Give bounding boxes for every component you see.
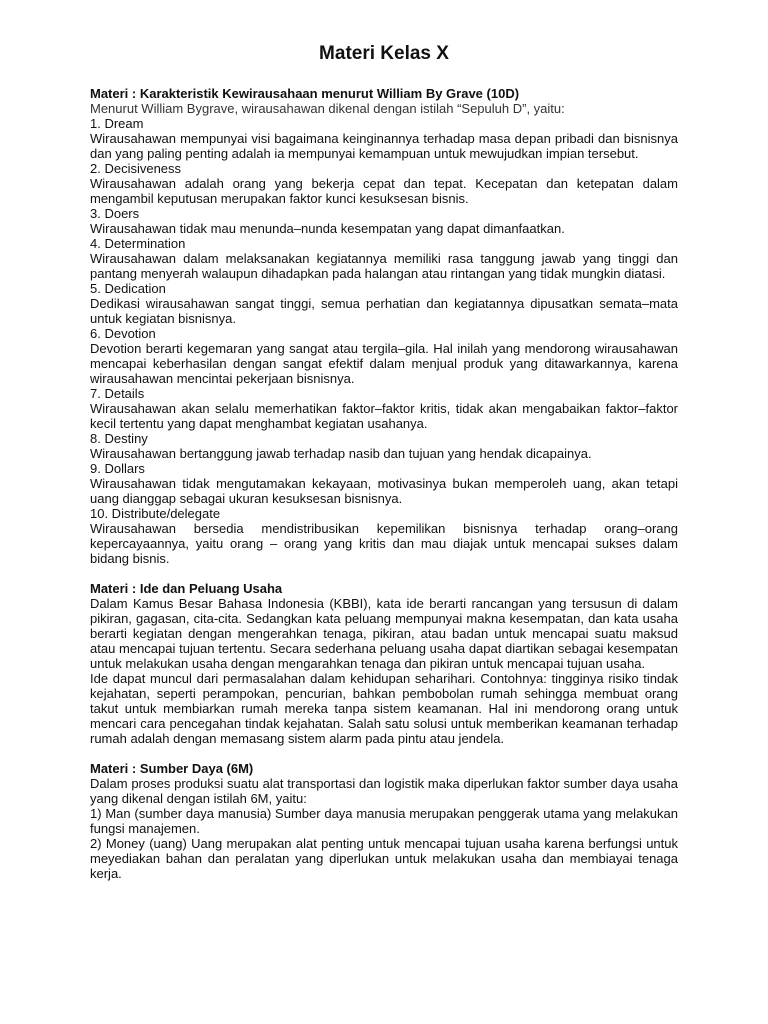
item-text: Dedikasi wirausahawan sangat tinggi, semua perhatian dan kegiatannya dipusatkan semata–mata untuk kegiatan bisnisnya.: [90, 296, 678, 326]
item-heading: 4. Determination: [90, 236, 186, 251]
item-text: Wirausahawan tidak mengutamakan kekayaan, motivasinya bukan memperoleh uang, akan tetapi uang dianggap sebagai ukuran kesuksesan bisnisnya.: [90, 476, 678, 506]
item-heading: 7. Details: [90, 386, 145, 401]
paragraph: 1) Man (sumber daya manusia) Sumber daya manusia merupakan penggerak utama yang melakukan fungsi manajemen.: [90, 806, 678, 836]
paragraph: Ide dapat muncul dari permasalahan dalam kehidupan seharihari. Contohnya: tingginya risiko tindak kejahatan, seperti perampokan, pencurian, bahkan pembobolan rumah sehingga membuat orang takut untuk membiarkan rumah mereka tanpa sistem keamanan. Hal ini mendorong orang untuk mencari cara pencegahan tindak kejahatan. Salah satu solusi untuk memberikan keamanan terhadap rumah adalah dengan memasang sistem alarm pada pintu atau jendela.: [90, 671, 678, 746]
item-text: Wirausahawan bertanggung jawab terhadap nasib dan tujuan yang hendak dicapainya.: [90, 446, 592, 461]
item-text: Wirausahawan adalah orang yang bekerja cepat dan tepat. Kecepatan dan ketepatan dalam mengambil keputusan merupakan faktor kunci kesuksesan bisnis.: [90, 176, 678, 206]
section-title: Materi : Karakteristik Kewirausahaan menurut William By Grave (10D): [90, 86, 520, 101]
item-text: Wirausahawan mempunyai visi bagaimana keinginannya terhadap masa depan pribadi dan bisnisnya dan yang paling penting adalah ia mempunyai kemampuan untuk mewujudkan impian tersebut.: [90, 131, 678, 161]
item-heading: 3. Doers: [90, 206, 140, 221]
section-sumber-daya: [90, 761, 678, 881]
section-intro: Menurut William Bygrave, wirausahawan dikenal dengan istilah “Sepuluh D”, yaitu:: [90, 101, 565, 116]
paragraph: Dalam Kamus Besar Bahasa Indonesia (KBBI), kata ide berarti rancangan yang tersusun di dalam pikiran, gagasan, cita-cita. Sedangkan kata peluang mempunyai makna kesempatan, dan kata usaha berarti kegiatan dengan mengerahkan tenaga, pikiran, atau badan untuk mencapai suatu maksud atau mencapai tujuan tertentu. Secara sederhana peluang usaha dapat diartikan sebagai kesempatan untuk melakukan usaha dengan mengarahkan tenaga dan pikiran untuk mencapai tujuan usaha.: [90, 596, 678, 671]
section-ide-peluang: [90, 581, 678, 746]
item-text: Wirausahawan tidak mau menunda–nunda kesempatan yang dapat dimanfaatkan.: [90, 221, 565, 236]
section-title: Materi : Ide dan Peluang Usaha: [90, 581, 283, 596]
paragraph: 2) Money (uang) Uang merupakan alat penting untuk mencapai tujuan usaha karena berfungsi untuk meyediakan bahan dan peralatan yang diperlukan untuk melakukan usaha dan membiayai tenaga kerja.: [90, 836, 678, 881]
section-title: Materi : Sumber Daya (6M): [90, 761, 254, 776]
item-heading: 2. Decisiveness: [90, 161, 182, 176]
item-heading: 5. Dedication: [90, 281, 166, 296]
item-text: Devotion berarti kegemaran yang sangat atau tergila–gila. Hal inilah yang mendorong wirausahawan mencapai keberhasilan dengan sangat efektif dalam menjual produk yang ditawarkannya, karena wirausahawan mencintai pekerjaan bisnisnya.: [90, 341, 678, 386]
paragraph: Dalam proses produksi suatu alat transportasi dan logistik maka diperlukan faktor sumber daya usaha yang dikenal dengan istilah 6M, yaitu:: [90, 776, 678, 806]
item-text: Wirausahawan akan selalu memerhatikan faktor–faktor kritis, tidak akan mengabaikan faktor–faktor kecil tertentu yang dapat menghambat kegiatan usahanya.: [90, 401, 678, 431]
item-text: Wirausahawan bersedia mendistribusikan kepemilikan bisnisnya terhadap orang–orang kepercayaannya, yaitu orang – orang yang kritis dan mau diajak untuk mencapai sukses dalam bidang bisnis.: [90, 521, 678, 566]
section-karakteristik: [90, 86, 678, 566]
item-heading: 8. Destiny: [90, 431, 148, 446]
item-text: Wirausahawan dalam melaksanakan kegiatannya memiliki rasa tanggung jawab yang tinggi dan pantang menyerah walaupun dihadapkan pada halangan atau rintangan yang tidak mungkin diatasi.: [90, 251, 678, 281]
document-title: Materi Kelas X: [319, 43, 449, 64]
item-heading: 9. Dollars: [90, 461, 145, 476]
item-heading: 1. Dream: [90, 116, 144, 131]
item-heading: 10. Distribute/delegate: [90, 506, 221, 521]
item-heading: 6. Devotion: [90, 326, 156, 341]
